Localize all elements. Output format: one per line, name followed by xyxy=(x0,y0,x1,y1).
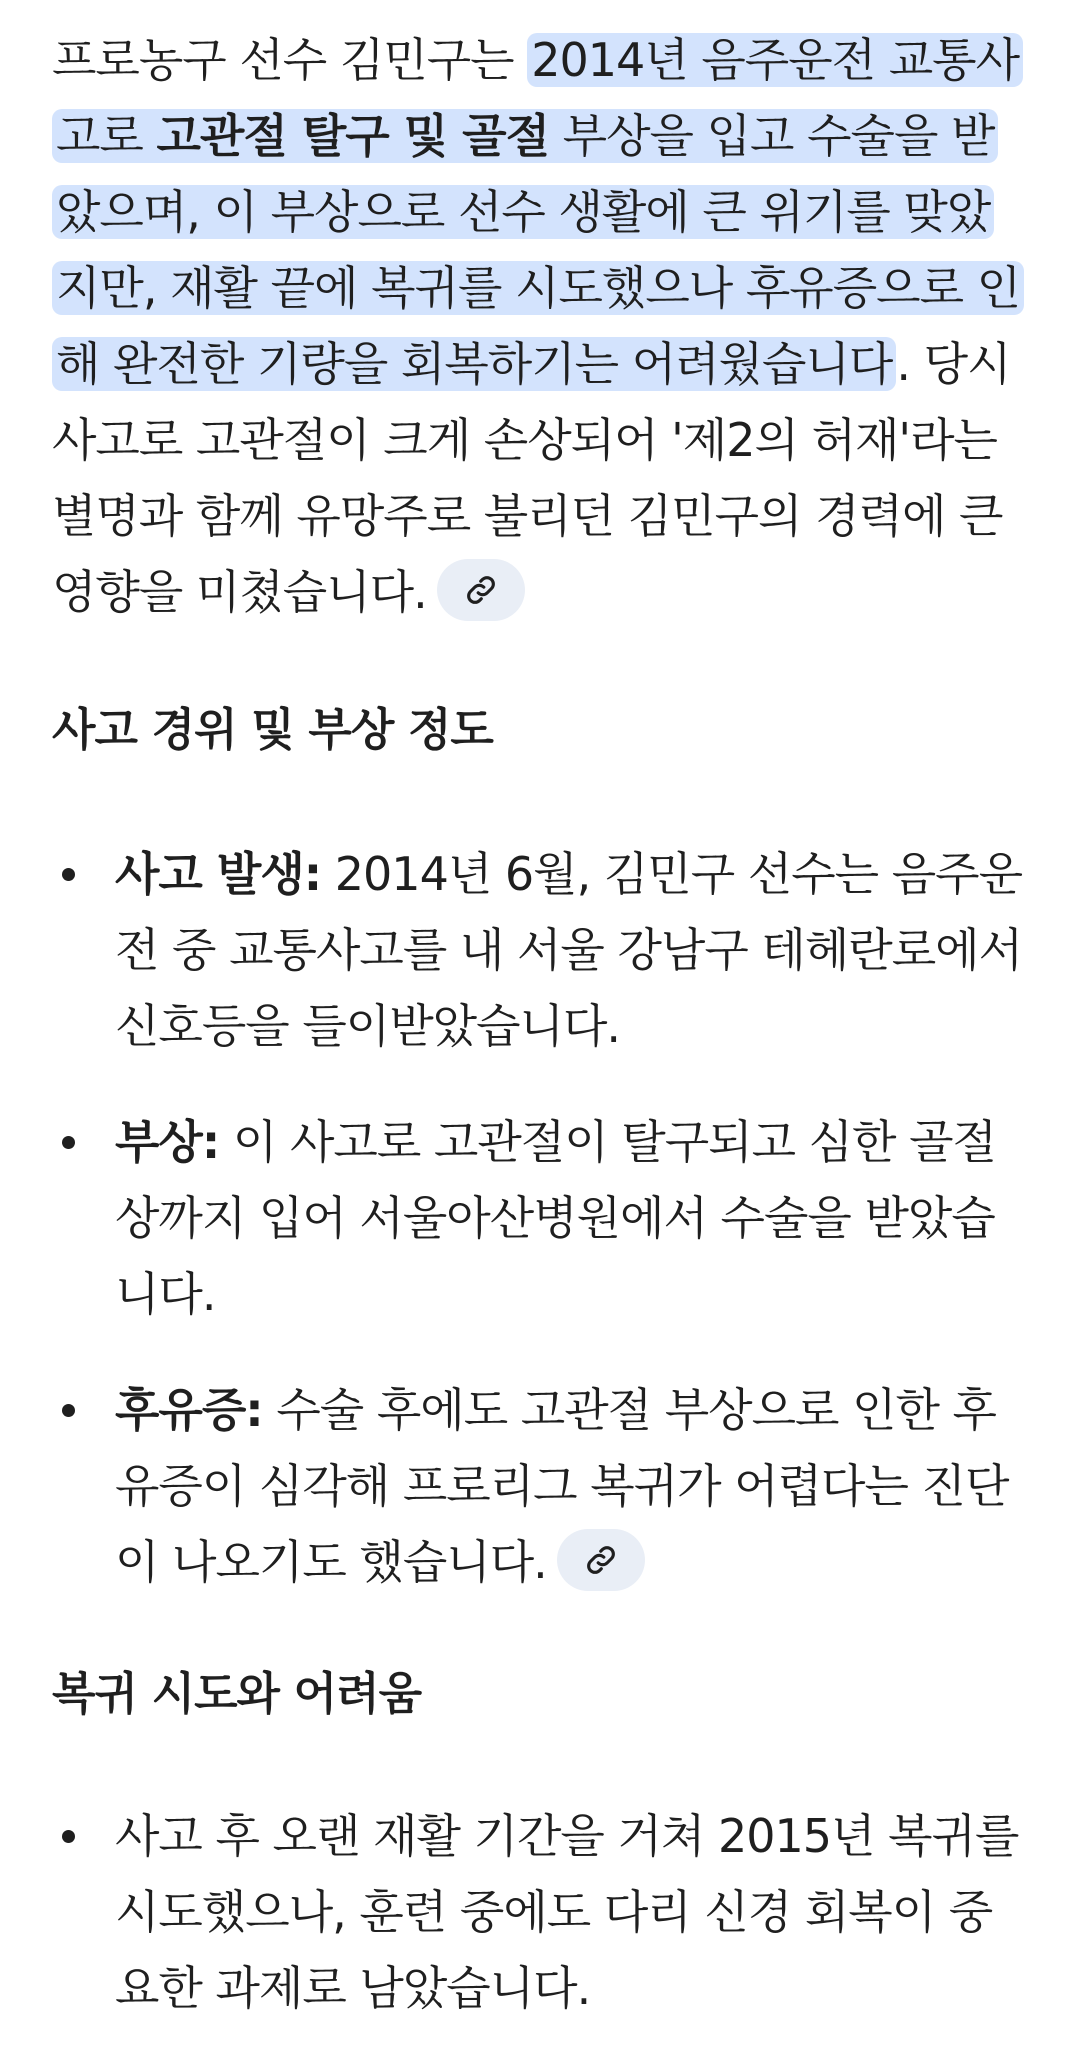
highlight-text-1: 2014년 음주운전 교통사고로 xyxy=(56,33,1020,163)
item-label: 후유증: xyxy=(115,1383,263,1437)
item-label: 부상: xyxy=(115,1115,220,1169)
item-text: 이 사고로 고관절이 탈구되고 심한 골절상까지 입어 서울아산병원에서 수술을 받았습니다. xyxy=(115,1115,996,1321)
bullet-icon xyxy=(62,1830,75,1843)
item-text: 사고 후 오랜 재활 기간을 거쳐 2015년 복귀를 시도했으나, 훈련 중에도 다리 신경 회복이 중요한 과제로 남았습니다. xyxy=(115,1809,1019,2015)
item-text: 2014년 6월, 김민구 선수는 음주운전 중 교통사고를 내 서울 강남구 테헤란로에서 신호등을 들이받았습니다. xyxy=(115,847,1023,1053)
item-label: 사고 발생: xyxy=(115,847,322,901)
link-icon xyxy=(464,573,498,607)
link-icon xyxy=(584,1543,618,1577)
list-item xyxy=(52,836,1030,1064)
section-heading-comeback: 복귀 시도와 어려움 xyxy=(52,1667,422,1720)
source-link-button[interactable] xyxy=(557,1529,645,1591)
list-item xyxy=(52,1104,1030,1332)
item-text: 수술 후에도 고관절 부상으로 인한 후유증이 심각해 프로리그 복귀가 어렵다는 진단이 나오기도 했습니다. xyxy=(115,1383,1009,1589)
list-item xyxy=(52,1372,1030,1600)
bullet-icon xyxy=(62,868,75,881)
intro-paragraph xyxy=(52,22,1030,630)
highlight-text-2: 부상을 입고 수술을 받았으며, 이 부상으로 선수 생활에 큰 위기를 맞았지만, 재활 끝에 복귀를 시도했으나 후유증으로 인해 완전한 기량을 회복하기는 어려웠습니다 xyxy=(56,109,1021,391)
accident-list xyxy=(52,836,1030,1600)
comeback-list xyxy=(52,1798,1030,2026)
intro-tail: . 당시 사고로 고관절이 크게 손상되어 '제2의 허재'라는 별명과 함께 유망주로 불리던 김민구의 경력에 큰 영향을 미쳤습니다. xyxy=(52,337,1011,619)
bullet-icon xyxy=(62,1404,75,1417)
highlight-bold-injury: 고관절 탈구 및 골절 xyxy=(156,109,550,163)
intro-lead: 프로농구 선수 김민구는 xyxy=(52,33,528,87)
section-heading-accident: 사고 경위 및 부상 정도 xyxy=(52,703,493,756)
bullet-icon xyxy=(62,1136,75,1149)
list-item xyxy=(52,1798,1030,2026)
source-link-button[interactable] xyxy=(437,559,525,621)
